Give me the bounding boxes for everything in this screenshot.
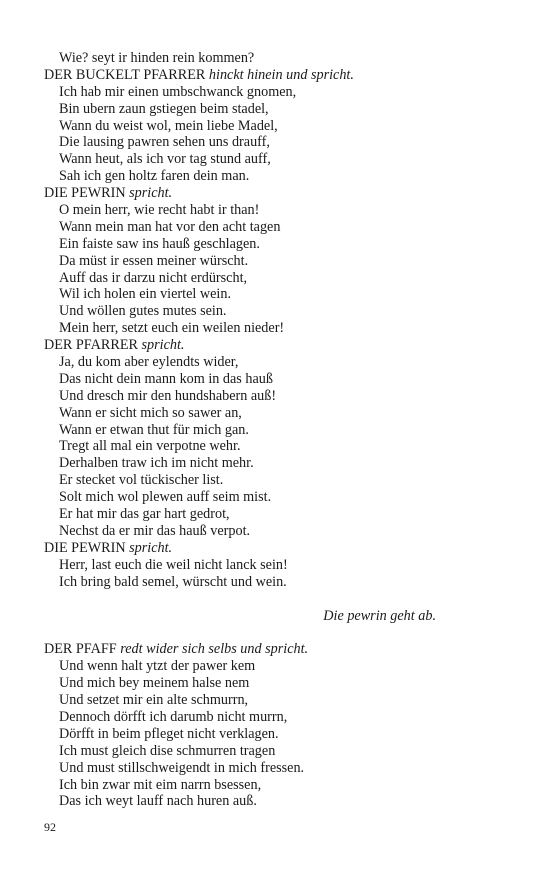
speaker-heading — [44, 185, 514, 202]
verse-line: Dennoch dörfft ich darumb nicht murrn, — [59, 708, 288, 725]
verse-line: Sah ich gen holtz faren dein man. — [59, 168, 250, 185]
verse-line: Und setzet mir ein alte schmurrn, — [59, 692, 249, 709]
speaker-heading — [44, 67, 514, 84]
stage-direction-line: Die pewrin geht ab. — [323, 607, 436, 624]
verse-line: Das ich weyt lauff nach huren auß. — [59, 793, 257, 810]
verse-line: Und must stillschweigendt in mich fressen. — [59, 759, 305, 776]
verse-line: Und mich bey meinem halse nem — [59, 675, 250, 692]
stage-direction: spricht. — [129, 185, 173, 202]
verse-line: Er stecket vol tückischer list. — [59, 472, 224, 489]
verse-line: Ein faiste saw ins hauß geschlagen. — [59, 235, 260, 252]
verse-line: Herr, last euch die weil nicht lanck sein! — [59, 556, 288, 573]
verse-line: Tregt all mal ein verpotne wehr. — [59, 438, 241, 455]
verse-line: Wann er etwan thut für mich gan. — [59, 421, 249, 438]
verse-line: Da müst ir essen meiner würscht. — [59, 252, 249, 269]
verse-line: Ich bring bald semel, würscht und wein. — [59, 573, 287, 590]
stage-direction: hinckt hinein und spricht. — [208, 66, 354, 83]
speaker-name: DIE PEWRIN — [44, 185, 126, 202]
verse-line: Er hat mir das gar hart gedrot, — [59, 506, 230, 523]
verse-line: O mein herr, wie recht habt ir than! — [59, 202, 260, 219]
verse-line: Und dresch mir den hundshabern auß! — [59, 387, 277, 404]
speaker-name: DER PFARRER — [44, 337, 138, 354]
verse-line: Bin ubern zaun gstiegen beim stadel, — [59, 100, 269, 117]
verse-line: Nechst da er mir das hauß verpot. — [59, 522, 251, 539]
speaker-name: DER PFAFF — [44, 641, 117, 658]
verse-line: Wann er sicht mich so sawer an, — [59, 404, 242, 421]
verse-line: Solt mich wol plewen auff seim mist. — [59, 489, 272, 506]
stage-direction: spricht. — [141, 337, 185, 354]
speaker-heading — [44, 540, 514, 557]
verse-line: Ich must gleich dise schmurren tragen — [59, 742, 276, 759]
verse-line: Wann du weist wol, mein liebe Madel, — [59, 117, 278, 134]
verse-line: Derhalben traw ich im nicht mehr. — [59, 455, 254, 472]
verse-line: Wie? seyt ir hinden rein kommen? — [59, 50, 255, 66]
verse-line: Wann mein man hat vor den acht tagen — [59, 218, 281, 235]
stage-direction: spricht. — [129, 539, 173, 556]
speaker-heading — [44, 641, 514, 658]
verse-line: Wil ich holen ein viertel wein. — [59, 286, 231, 303]
verse-line: Mein herr, setzt euch ein weilen nieder! — [59, 320, 285, 337]
speaker-name: DIE PEWRIN — [44, 539, 126, 556]
speaker-heading — [44, 337, 514, 354]
speaker-name: DER BUCKELT PFARRER — [44, 66, 206, 83]
verse-line: Ja, du kom aber eylendts wider, — [59, 354, 239, 371]
verse-line: Und wöllen gutes mutes sein. — [59, 303, 227, 320]
stage-direction: redt wider sich selbs und spricht. — [120, 641, 309, 658]
verse-line: Ich hab mir einen umbschwanck gnomen, — [59, 83, 297, 100]
verse-line: Wann heut, als ich vor tag stund auff, — [59, 151, 271, 168]
verse-line: Auff das ir darzu nicht erdürscht, — [59, 269, 248, 286]
verse-line: Das nicht dein mann kom in das hauß — [59, 370, 273, 387]
verse-line: Und wenn halt ytzt der pawer kem — [59, 658, 256, 675]
verse-line: Die lausing pawren sehen uns drauff, — [59, 134, 270, 151]
page-number: 92 — [44, 820, 56, 834]
verse-line: Ich bin zwar mit eim narrn bsessen, — [59, 776, 262, 793]
play-text — [44, 50, 514, 810]
verse-line: Dörfft in beim pfleget nicht verklagen. — [59, 725, 279, 742]
